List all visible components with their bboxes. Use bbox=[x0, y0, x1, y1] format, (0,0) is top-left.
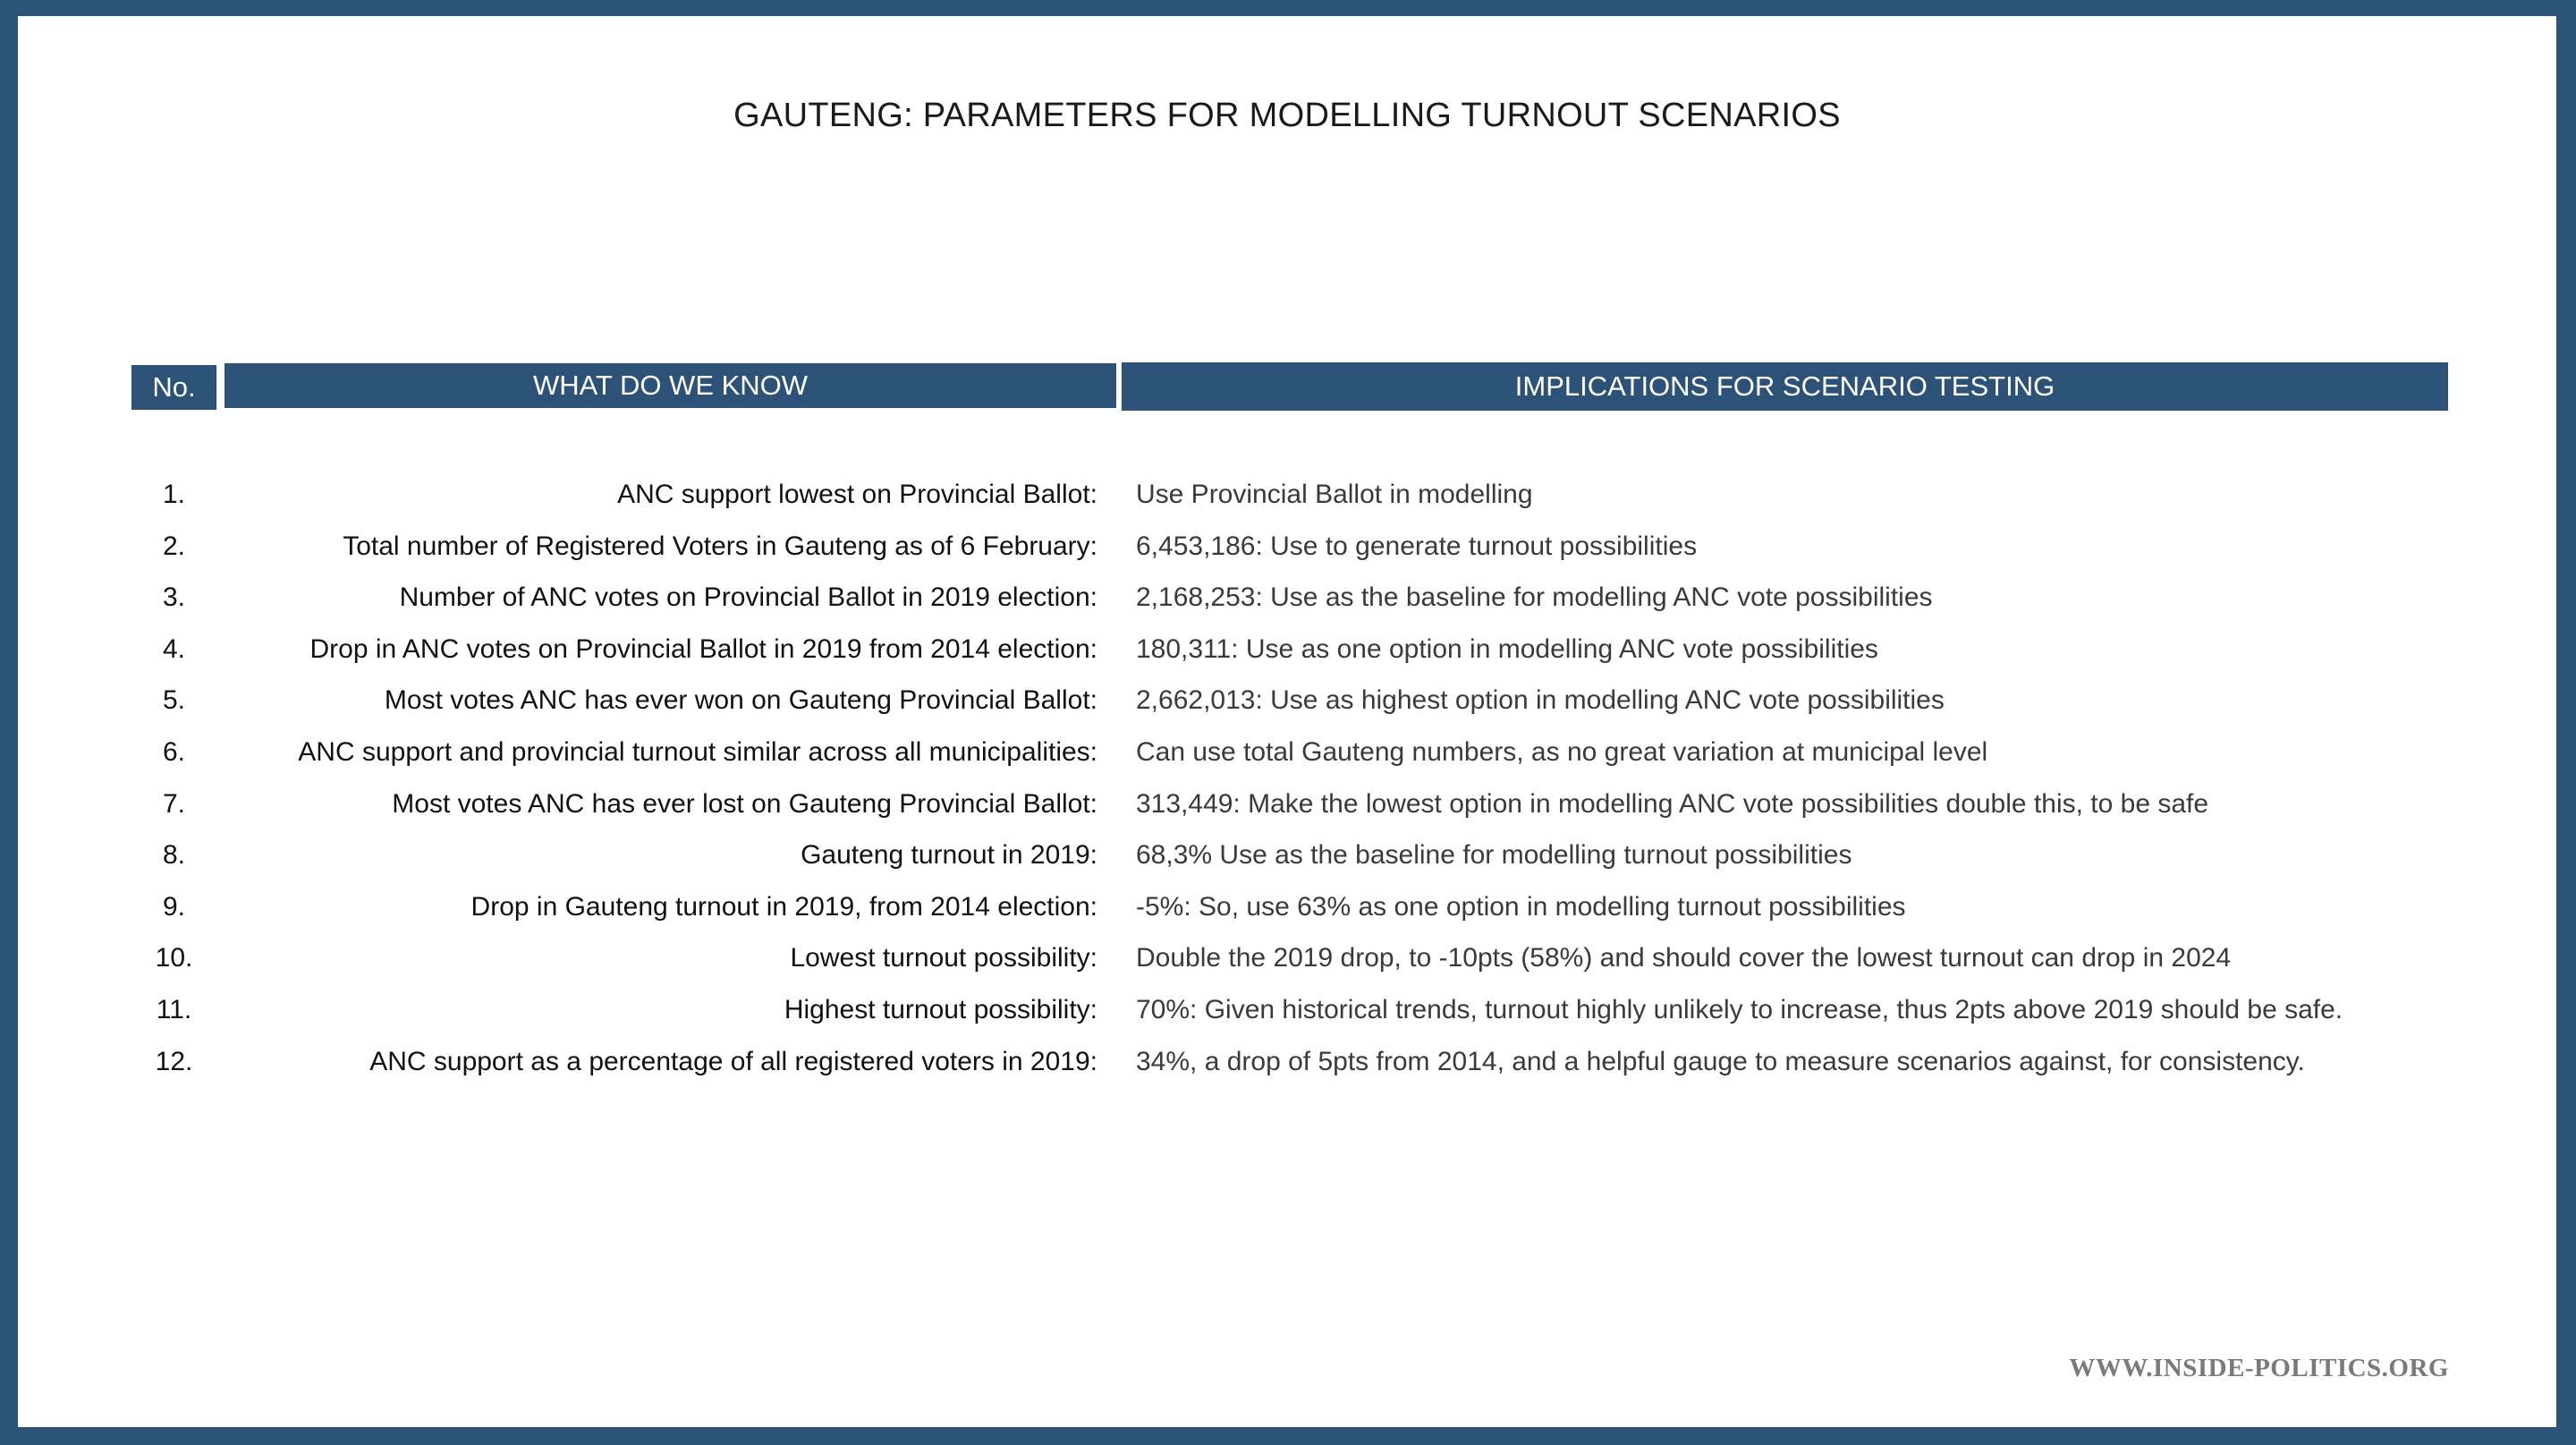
row-known-fact: Highest turnout possibility: bbox=[784, 994, 1097, 1024]
table-row bbox=[18, 675, 2556, 727]
row-number: 2. bbox=[162, 531, 186, 561]
table-row bbox=[18, 829, 2556, 881]
row-known-fact: Most votes ANC has ever lost on Gauteng Provincial Ballot: bbox=[392, 788, 1097, 819]
table-row bbox=[18, 881, 2556, 933]
row-known-fact: Drop in ANC votes on Provincial Ballot in 2019 from 2014 election: bbox=[309, 633, 1097, 664]
row-known-fact: Drop in Gauteng turnout in 2019, from 2014 election: bbox=[470, 891, 1097, 922]
row-implication: 70%: Given historical trends, turnout highly unlikely to increase, thus 2pts above 2019 should be safe. bbox=[1136, 994, 2343, 1024]
row-known-fact: ANC support and provincial turnout similar across all municipalities: bbox=[298, 736, 1097, 767]
row-implication: 313,449: Make the lowest option in modelling ANC vote possibilities double this, to be safe bbox=[1136, 788, 2209, 819]
page-title: GAUTENG: PARAMETERS FOR MODELLING TURNOUT SCENARIOS bbox=[733, 97, 1841, 134]
row-known-fact: Most votes ANC has ever won on Gauteng Provincial Ballot: bbox=[384, 685, 1097, 716]
row-implication: 2,168,253: Use as the baseline for modelling ANC vote possibilities bbox=[1136, 582, 1933, 613]
row-number: 11. bbox=[156, 994, 192, 1024]
table-row bbox=[18, 1036, 2556, 1088]
table-row bbox=[18, 984, 2556, 1036]
row-known-fact: Gauteng turnout in 2019: bbox=[801, 840, 1097, 871]
row-known-fact: Total number of Registered Voters in Gauteng as of 6 February: bbox=[343, 531, 1097, 561]
row-implication: 68,3% Use as the baseline for modelling turnout possibilities bbox=[1136, 840, 1852, 871]
table-row bbox=[18, 469, 2556, 521]
row-implication: 6,453,186: Use to generate turnout possibilities bbox=[1136, 531, 1698, 561]
table-row bbox=[18, 521, 2556, 573]
row-number: 7. bbox=[162, 788, 186, 819]
row-implication: 34%, a drop of 5pts from 2014, and a helpful gauge to measure scenarios against, for consistency. bbox=[1136, 1046, 2305, 1076]
row-number: 3. bbox=[162, 582, 186, 613]
row-known-fact: ANC support as a percentage of all registered voters in 2019: bbox=[369, 1046, 1097, 1076]
row-implication: 2,662,013: Use as highest option in modelling ANC vote possibilities bbox=[1136, 685, 1945, 716]
table-row bbox=[18, 932, 2556, 984]
table-row bbox=[18, 624, 2556, 676]
row-number: 1. bbox=[162, 480, 186, 509]
table-row bbox=[18, 778, 2556, 830]
row-number: 9. bbox=[162, 891, 186, 922]
row-known-fact: Lowest turnout possibility: bbox=[790, 943, 1097, 973]
row-implication: Use Provincial Ballot in modelling bbox=[1136, 480, 1533, 509]
row-known-fact: ANC support lowest on Provincial Ballot: bbox=[617, 480, 1097, 509]
slide-frame bbox=[18, 16, 2556, 1427]
row-number: 4. bbox=[162, 633, 186, 664]
row-implication: -5%: So, use 63% as one option in modelling turnout possibilities bbox=[1136, 891, 1906, 922]
table-row bbox=[18, 727, 2556, 778]
row-number: 5. bbox=[162, 685, 186, 716]
row-number: 12. bbox=[155, 1046, 193, 1076]
footer-website-url: WWW.INSIDE-POLITICS.ORG bbox=[2069, 1354, 2449, 1382]
column-header-implications: IMPLICATIONS FOR SCENARIO TESTING bbox=[1122, 362, 2448, 411]
row-implication: Can use total Gauteng numbers, as no great variation at municipal level bbox=[1136, 736, 1988, 767]
table-row bbox=[18, 572, 2556, 624]
column-header-no: No. bbox=[131, 365, 216, 410]
row-number: 6. bbox=[162, 736, 186, 767]
row-number: 10. bbox=[155, 943, 193, 973]
column-header-what-we-know: WHAT DO WE KNOW bbox=[225, 363, 1116, 408]
row-implication: Double the 2019 drop, to -10pts (58%) and should cover the lowest turnout can drop in 2024 bbox=[1136, 943, 2232, 973]
parameters-table bbox=[18, 469, 2556, 1087]
row-number: 8. bbox=[162, 840, 186, 871]
row-known-fact: Number of ANC votes on Provincial Ballot in 2019 election: bbox=[399, 582, 1097, 613]
row-implication: 180,311: Use as one option in modelling ANC vote possibilities bbox=[1136, 633, 1878, 664]
